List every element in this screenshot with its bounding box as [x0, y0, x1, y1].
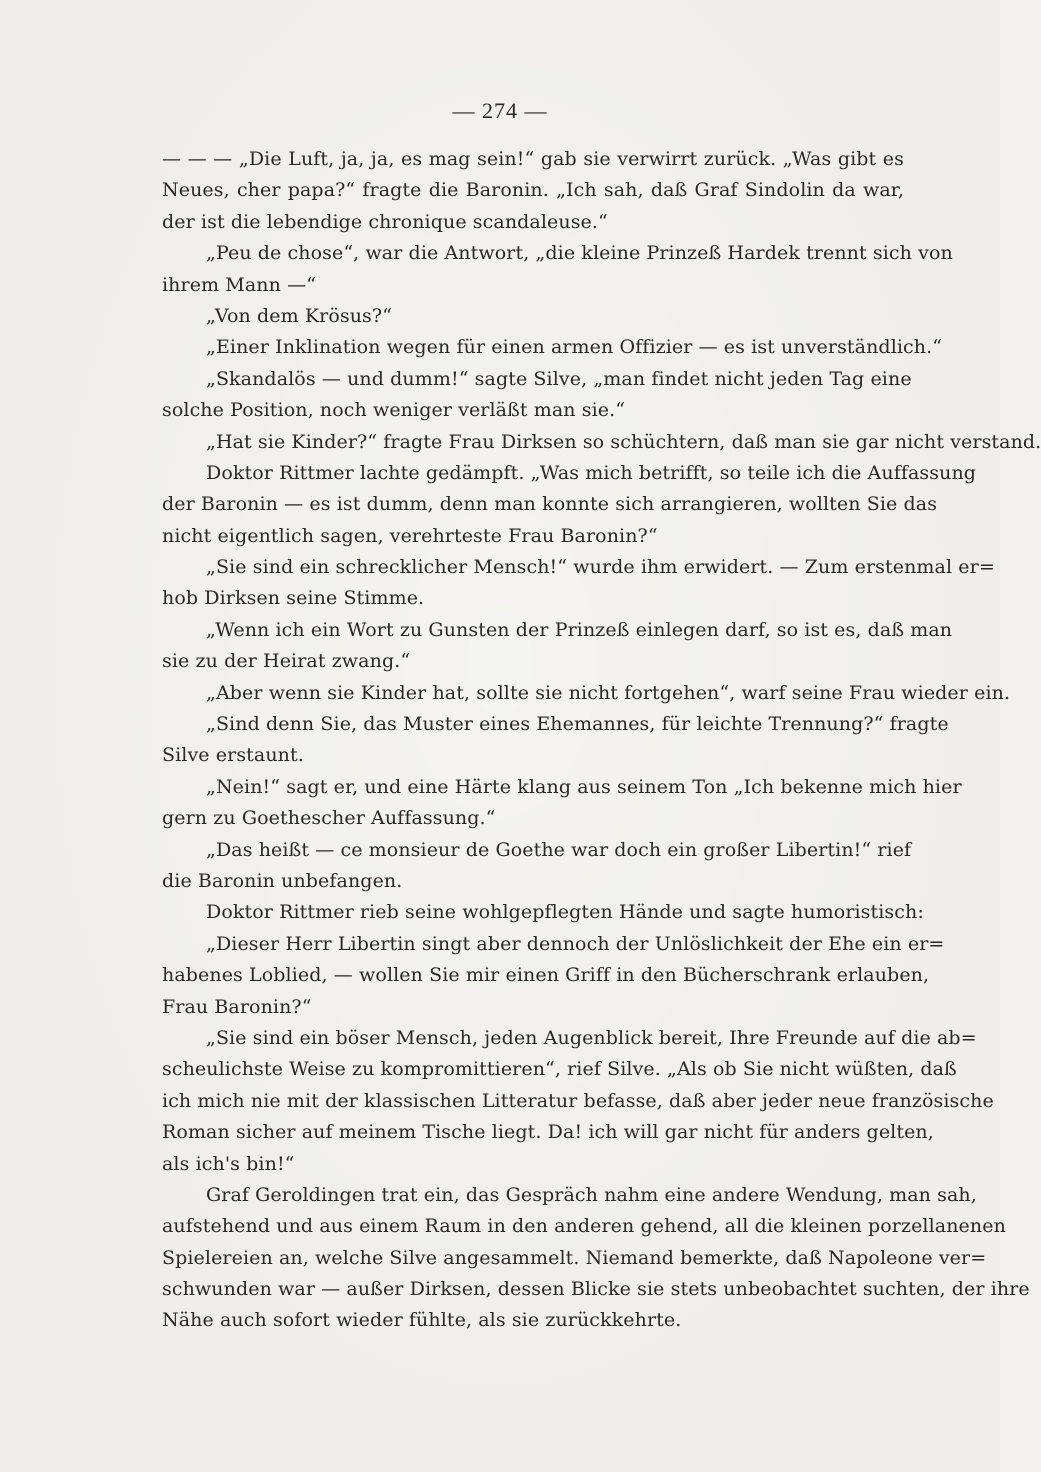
text-line: „Dieser Herr Libertin singt aber dennoch der Unlöslichkeit der Ehe ein er=: [206, 932, 945, 955]
text-line: Frau Baronin?“: [162, 995, 312, 1018]
text-line: Spielereien an, welche Silve angesammelt. Niemand bemerkte, daß Napoleone ver=: [162, 1246, 987, 1269]
text-line: „Von dem Krösus?“: [206, 304, 393, 327]
text-line: Roman sicher auf meinem Tische liegt. Da! ich will gar nicht für anders gelten,: [162, 1121, 934, 1144]
text-line: ihrem Mann —“: [162, 273, 317, 296]
text-line: die Baronin unbefangen.: [162, 869, 403, 892]
text-line: „Einer Inklination wegen für einen armen Offizier — es ist unverständlich.“: [206, 336, 943, 359]
text-line: Doktor Rittmer lachte gedämpft. „Was mich betrifft, so teile ich die Auffassung: [206, 461, 977, 484]
body-text: [162, 144, 1041, 1337]
text-line: der Baronin — es ist dumm, denn man konnte sich arrangieren, wollten Sie das: [162, 493, 938, 516]
text-line: „Das heißt — ce monsieur de Goethe war doch ein großer Libertin!“ rief: [206, 838, 912, 861]
text-line: „Aber wenn sie Kinder hat, sollte sie nicht fortgehen“, warf seine Frau wieder ein.: [206, 681, 1011, 704]
text-line: aufstehend und aus einem Raum in den anderen gehend, all die kleinen porzellanenen: [162, 1215, 1006, 1238]
text-line: — — — „Die Luft, ja, ja, es mag sein!“ gab sie verwirrt zurück. „Was gibt es: [162, 148, 904, 170]
text-line: ich mich nie mit der klassischen Litteratur befasse, daß aber jeder neue französische: [162, 1089, 994, 1112]
text-line: Neues, cher papa?“ fragte die Baronin. „Ich sah, daß Graf Sindolin da war,: [162, 179, 904, 202]
text-line: Doktor Rittmer rieb seine wohlgepflegten Hände und sagte humoristisch:: [206, 901, 924, 924]
text-line: „Hat sie Kinder?“ fragte Frau Dirksen so schüchtern, daß man sie gar nicht verstand.: [206, 430, 1041, 453]
text-line: als ich's bin!“: [162, 1152, 295, 1175]
text-line: sie zu der Heirat zwang.“: [162, 650, 411, 673]
text-line: „Skandalös — und dumm!“ sagte Silve, „man findet nicht jeden Tag eine: [206, 367, 912, 390]
text-line: scheulichste Weise zu kompromittieren“, rief Silve. „Als ob Sie nicht wüßten, daß: [162, 1058, 957, 1081]
text-line: gern zu Goethescher Auffassung.“: [162, 807, 496, 830]
text-line: habenes Loblied, — wollen Sie mir einen Griff in den Bücherschrank erlauben,: [162, 964, 930, 987]
text-line: „Sie sind ein böser Mensch, jeden Augenblick bereit, Ihre Freunde auf die ab=: [206, 1026, 977, 1049]
text-line: Graf Geroldingen trat ein, das Gespräch nahm eine andere Wendung, man sah,: [206, 1183, 977, 1206]
text-line: der ist die lebendige chronique scandaleuse.“: [162, 210, 608, 233]
text-line: solche Position, noch weniger verläßt man sie.“: [162, 399, 626, 422]
text-line: „Nein!“ sagt er, und eine Härte klang aus seinem Ton „Ich bekenne mich hier: [206, 775, 962, 798]
text-line: schwunden war — außer Dirksen, dessen Blicke sie stets unbeobachtet suchten, der ihre: [162, 1278, 1030, 1301]
text-line: „Sind denn Sie, das Muster eines Ehemannes, für leichte Trennung?“ fragte: [206, 713, 949, 736]
page-number: — 274 —: [452, 98, 548, 123]
text-line: Nähe auch sofort wieder fühlte, als sie zurückkehrte.: [162, 1309, 682, 1332]
text-line: Silve erstaunt.: [162, 744, 304, 767]
text-line: hob Dirksen seine Stimme.: [162, 587, 425, 610]
text-line: nicht eigentlich sagen, verehrteste Frau Baronin?“: [162, 524, 658, 547]
text-line: „Peu de chose“, war die Antwort, „die kleine Prinzeß Hardek trennt sich von: [206, 242, 953, 265]
text-line: „Sie sind ein schrecklicher Mensch!“ wurde ihm erwidert. — Zum erstenmal er=: [206, 556, 995, 579]
text-line: „Wenn ich ein Wort zu Gunsten der Prinzeß einlegen darf, so ist es, daß man: [206, 618, 953, 641]
